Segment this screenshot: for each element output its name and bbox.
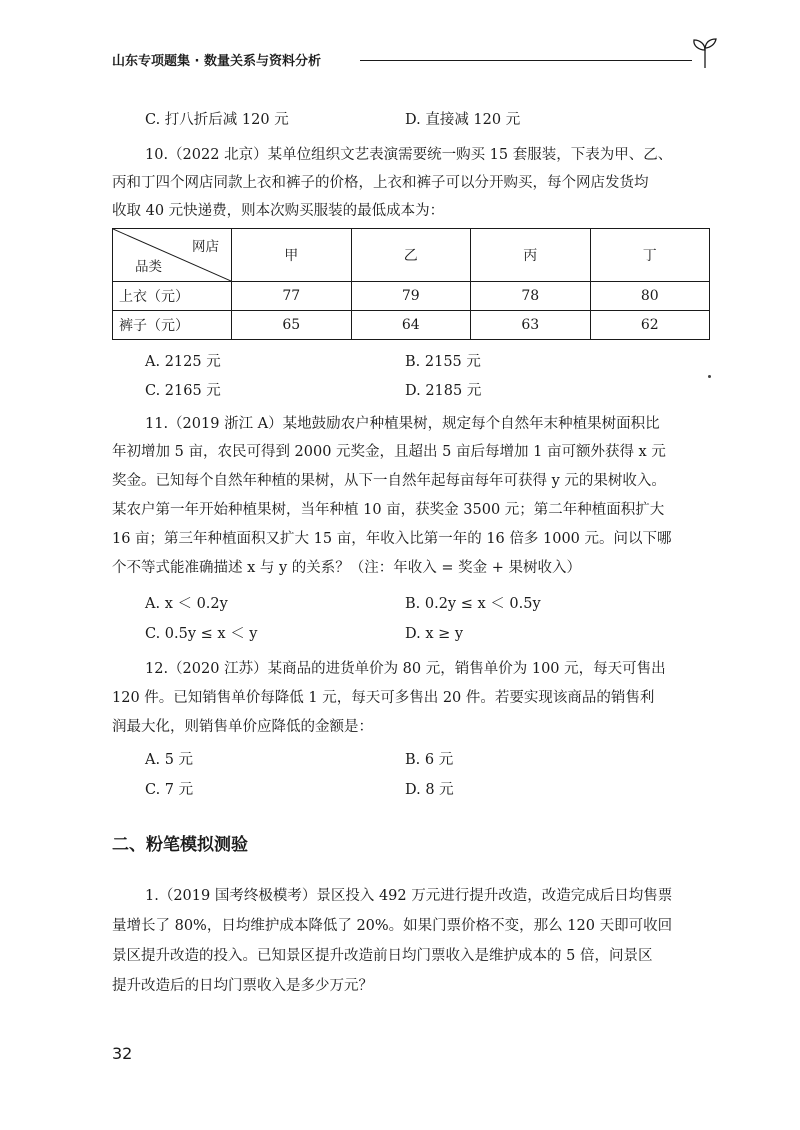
- q11-text-line: 年初增加 5 亩，农民可得到 2000 元奖金，且超出 5 亩后每增加 1 亩可额外获得 x 元: [112, 444, 666, 460]
- table-header-cell: 乙: [351, 229, 471, 282]
- q11-option-d: D. x ≥ y: [405, 626, 464, 642]
- table-row: [113, 311, 710, 340]
- q1-text-line: 1.（2019 国考终极模考）景区投入 492 万元进行提升改造，改造完成后日均售票: [145, 888, 673, 904]
- q11-text-line: 奖金。已知每个自然年种植的果树，从下一自然年起每亩每年可获得 y 元的果树收入。: [112, 473, 666, 489]
- q10-option-c: C. 2165 元: [145, 383, 221, 399]
- q12-option-a: A. 5 元: [145, 752, 194, 768]
- q1-text-line: 提升改造后的日均门票收入是多少万元？: [112, 978, 373, 994]
- q12-text-line: 润最大化，则销售单价应降低的金额是：: [112, 719, 373, 735]
- price-table: [112, 228, 710, 340]
- q10-text-line: 收取 40 元快递费，则本次购买服装的最低成本为：: [112, 203, 445, 219]
- running-header: [112, 44, 712, 74]
- scan-speck: [708, 375, 711, 378]
- page-number: 32: [112, 1044, 133, 1063]
- q10-option-a: A. 2125 元: [145, 354, 221, 370]
- q12-option-c: C. 7 元: [145, 782, 194, 798]
- corner-label-store: 网店: [192, 239, 219, 255]
- sprout-icon: [690, 34, 720, 70]
- row-label: 上衣（元）: [113, 282, 232, 311]
- table-header-cell: 丁: [590, 229, 710, 282]
- q12-option-d: D. 8 元: [405, 782, 454, 798]
- table-cell: 79: [351, 282, 471, 311]
- table-row: [113, 282, 710, 311]
- q9-option-c: C. 打八折后减 120 元: [145, 112, 289, 128]
- q1-text-line: 景区提升改造的投入。已知景区提升改造前日均门票收入是维护成本的 5 倍，问景区: [112, 948, 653, 964]
- table-cell: 77: [232, 282, 352, 311]
- table-cell: 63: [471, 311, 591, 340]
- q11-option-b: B. 0.2y ≤ x ＜ 0.5y: [405, 596, 541, 612]
- table-cell: 62: [590, 311, 710, 340]
- q11-text-line: 11.（2019 浙江 A）某地鼓励农户种植果树，规定每个自然年末种植果树面积比: [145, 416, 660, 432]
- q1-text-line: 量增长了 80%，日均维护成本降低了 20%。如果门票价格不变，那么 120 天即可收回: [112, 918, 673, 934]
- q12-text-line: 12.（2020 江苏）某商品的进货单价为 80 元，销售单价为 100 元，每天可售出: [145, 661, 666, 677]
- corner-label-category: 品类: [135, 259, 162, 275]
- q12-text-line: 120 件。已知销售单价每降低 1 元，每天可多售出 20 件。若要实现该商品的销售利: [112, 690, 655, 706]
- table-header-cell: 丙: [471, 229, 591, 282]
- q10-text-line: 丙和丁四个网店同款上衣和裤子的价格，上衣和裤子可以分开购买，每个网店发货均: [112, 175, 649, 191]
- table-corner-cell: [113, 229, 232, 282]
- table-header-cell: 甲: [232, 229, 352, 282]
- table-cell: 64: [351, 311, 471, 340]
- table-cell: 80: [590, 282, 710, 311]
- q11-option-c: C. 0.5y ≤ x ＜ y: [145, 626, 258, 642]
- q10-option-b: B. 2155 元: [405, 354, 481, 370]
- q11-text-line: 个不等式能准确描述 x 与 y 的关系？（注：年收入 = 奖金 + 果树收入）: [112, 560, 582, 576]
- row-label: 裤子（元）: [113, 311, 232, 340]
- section-heading: 二、粉笔模拟测验: [112, 835, 248, 855]
- q9-option-d: D. 直接减 120 元: [405, 112, 521, 128]
- q10-option-d: D. 2185 元: [405, 383, 482, 399]
- table-header-row: [113, 229, 710, 282]
- q12-option-b: B. 6 元: [405, 752, 454, 768]
- q10-text-line: 10.（2022 北京）某单位组织文艺表演需要统一购买 15 套服装，下表为甲、乙、: [145, 147, 673, 163]
- header-rule: [360, 60, 692, 61]
- q11-option-a: A. x ＜ 0.2y: [145, 596, 228, 612]
- table-cell: 78: [471, 282, 591, 311]
- q11-text-line: 16 亩；第三年种植面积又扩大 15 亩，年收入比第一年的 16 倍多 1000 元。问以下哪: [112, 531, 672, 547]
- header-title: 山东专项题集 · 数量关系与资料分析: [112, 54, 321, 69]
- table-cell: 65: [232, 311, 352, 340]
- q11-text-line: 某农户第一年开始种植果树，当年种植 10 亩，获奖金 3500 元；第二年种植面积扩大: [112, 502, 665, 518]
